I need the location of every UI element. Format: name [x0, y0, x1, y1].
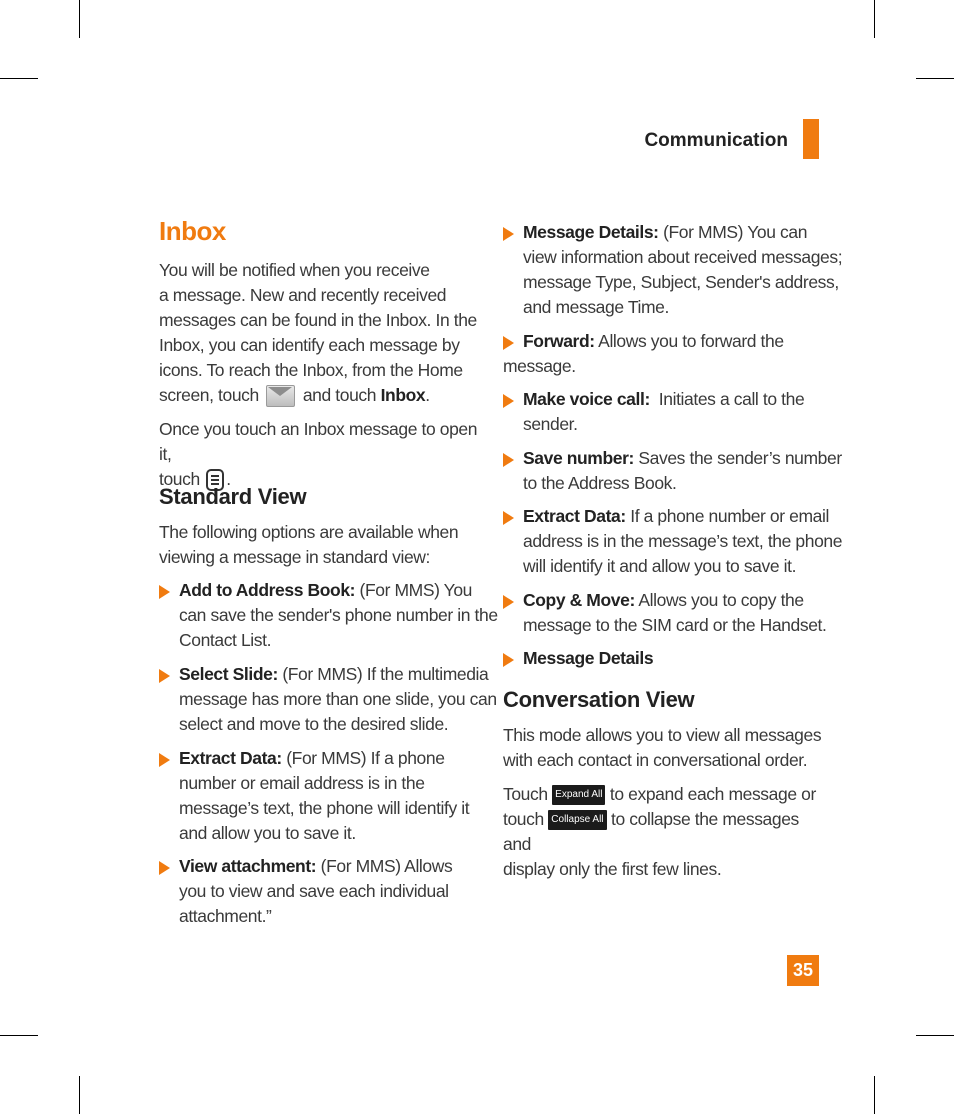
- inbox-intro-line: Inbox, you can identify each message by: [159, 335, 460, 355]
- inbox-heading: Inbox: [159, 216, 226, 246]
- crop-mark: [916, 1035, 954, 1036]
- page-number: 35: [787, 955, 819, 986]
- list-item-text: Contact List.: [179, 630, 272, 650]
- inbox-intro: [159, 258, 479, 408]
- section-title: Communication: [644, 130, 788, 151]
- crop-mark: [874, 1076, 875, 1114]
- list-item-term: Select Slide:: [179, 664, 278, 684]
- list-item-text: select and move to the desired slide.: [179, 714, 449, 734]
- triangle-right-icon: [503, 653, 514, 667]
- crop-mark: [874, 0, 875, 38]
- list-item-text: attachment.”: [179, 906, 272, 926]
- triangle-right-icon: [503, 227, 514, 241]
- inbox-bold-term: Inbox: [380, 385, 426, 405]
- inbox-intro-line: and touch: [302, 385, 377, 405]
- inbox-intro-line: screen, touch: [159, 385, 259, 405]
- triangle-right-icon: [503, 394, 514, 408]
- list-item-text: Initiates a call to the: [649, 389, 805, 409]
- crop-mark: [0, 78, 38, 79]
- list-item-message-details: [503, 220, 848, 320]
- standard-view-heading: Standard View: [159, 484, 307, 509]
- conversation-view-intro-line: with each contact in conversational order.: [503, 750, 808, 770]
- list-item-text: and message Time.: [523, 297, 669, 317]
- list-item-text: and allow you to save it.: [179, 823, 356, 843]
- crop-mark: [916, 78, 954, 79]
- conversation-view-instructions: [503, 782, 828, 882]
- inbox-intro-end: .: [425, 385, 430, 405]
- list-item-term: Extract Data:: [179, 748, 282, 768]
- inbox-intro-line: You will be notified when you receive: [159, 260, 430, 280]
- conversation-view-intro-line: This mode allows you to view all messages: [503, 725, 822, 745]
- list-item-text: can save the sender's phone number in the: [179, 605, 498, 625]
- inbox-open-line: touch: [159, 469, 200, 489]
- list-item-term: Make voice call:: [523, 389, 650, 409]
- inbox-intro-line: icons. To reach the Inbox, from the Home: [159, 360, 463, 380]
- conversation-view-text: to collapse the messages and: [503, 809, 799, 854]
- triangle-right-icon: [503, 595, 514, 609]
- crop-mark: [79, 0, 80, 38]
- list-item-text: (For MMS) If the multimedia: [277, 664, 489, 684]
- list-item-message-details-2: [503, 646, 848, 671]
- list-item-text: number or email address is in the: [179, 773, 425, 793]
- triangle-right-icon: [159, 753, 170, 767]
- conversation-view-text: touch: [503, 809, 544, 829]
- list-item-text: Saves the sender’s number: [633, 448, 842, 468]
- triangle-right-icon: [503, 453, 514, 467]
- list-item-text: (For MMS) If a phone: [281, 748, 445, 768]
- list-item-text: message has more than one slide, you can: [179, 689, 497, 709]
- list-item-term: Save number:: [523, 448, 634, 468]
- conversation-view-intro: [503, 723, 828, 773]
- triangle-right-icon: [159, 861, 170, 875]
- list-item-term: View attachment:: [179, 856, 317, 876]
- crop-mark: [0, 1035, 38, 1036]
- list-item-term: Message Details: [523, 648, 654, 668]
- list-item-text: If a phone number or email: [625, 506, 829, 526]
- list-item-text: Allows you to copy the: [634, 590, 804, 610]
- list-item-text: address is in the message’s text, the phone: [523, 531, 843, 551]
- standard-view-intro: [159, 520, 479, 570]
- list-item-text: message’s text, the phone will identify it: [179, 798, 470, 818]
- inbox-open-end: .: [226, 469, 231, 489]
- list-item-select-slide: [159, 662, 499, 737]
- inbox-intro-line: a message. New and recently received: [159, 285, 447, 305]
- list-item-text: (For MMS) You can: [658, 222, 808, 242]
- list-item-term: Message Details:: [523, 222, 659, 242]
- conversation-view-text: Touch: [503, 784, 548, 804]
- envelope-icon: [266, 385, 295, 407]
- triangle-right-icon: [159, 669, 170, 683]
- list-item-text: will identify it and allow you to save it.: [523, 556, 797, 576]
- section-tab-marker: [803, 119, 819, 159]
- list-item-text: you to view and save each individual: [179, 881, 449, 901]
- expand-all-button-image: Expand All: [552, 785, 605, 805]
- list-item-forward: [503, 329, 828, 379]
- triangle-right-icon: [503, 511, 514, 525]
- list-item-text: (For MMS) Allows: [316, 856, 453, 876]
- list-item-text: Allows you to forward the: [594, 331, 784, 351]
- list-item-text: message.: [503, 356, 576, 376]
- standard-view-intro-line: viewing a message in standard view:: [159, 547, 431, 567]
- triangle-right-icon: [159, 585, 170, 599]
- list-item-save-number: [503, 446, 848, 496]
- list-item-text: to the Address Book.: [523, 473, 677, 493]
- list-item-extract-data-2: [503, 504, 848, 579]
- list-item-term: Forward:: [523, 331, 595, 351]
- conversation-view-text: to expand each message or: [609, 784, 816, 804]
- inbox-open-instructions: [159, 417, 479, 492]
- collapse-all-button-image: Collapse All: [548, 810, 606, 830]
- list-item-view-attachment: [159, 854, 499, 929]
- standard-view-intro-line: The following options are available when: [159, 522, 459, 542]
- list-item-extract-data: [159, 746, 499, 846]
- conversation-view-text: display only the first few lines.: [503, 859, 722, 879]
- list-item-add-to-address-book: [159, 578, 499, 653]
- inbox-intro-line: messages can be found in the Inbox. In the: [159, 310, 477, 330]
- list-item-text: message Type, Subject, Sender's address,: [523, 272, 839, 292]
- list-item-text: message to the SIM card or the Handset.: [523, 615, 827, 635]
- list-item-text: view information about received messages;: [523, 247, 843, 267]
- triangle-right-icon: [503, 336, 514, 350]
- list-item-term: Add to Address Book:: [179, 580, 356, 600]
- list-item-term: Copy & Move:: [523, 590, 635, 610]
- list-item-make-voice-call: [503, 387, 848, 437]
- list-item-text: sender.: [523, 414, 578, 434]
- list-item-copy-move: [503, 588, 848, 638]
- inbox-open-line: Once you touch an Inbox message to open it,: [159, 419, 478, 464]
- crop-mark: [79, 1076, 80, 1114]
- conversation-view-heading: Conversation View: [503, 687, 695, 712]
- list-item-text: (For MMS) You: [355, 580, 473, 600]
- list-item-term: Extract Data:: [523, 506, 626, 526]
